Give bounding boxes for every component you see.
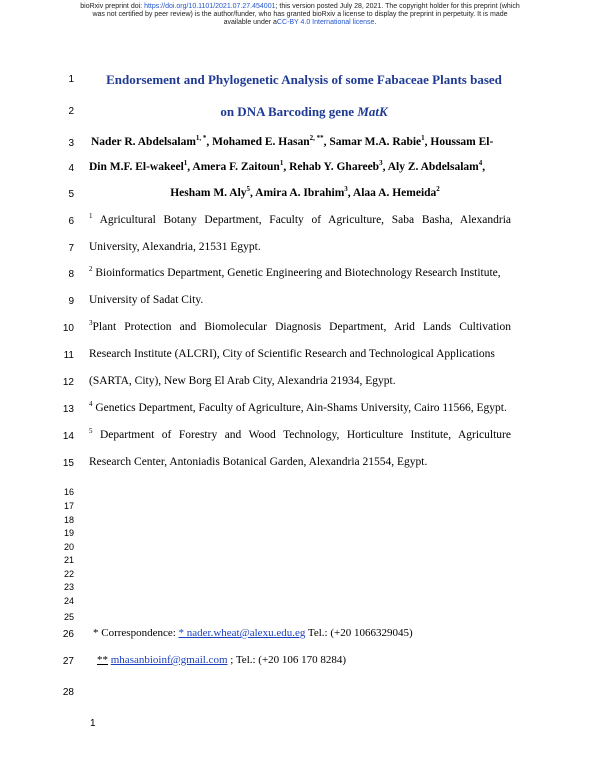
- line-number: 20: [63, 542, 74, 552]
- title-line-2: [0, 104, 600, 120]
- gene-name: MatK: [357, 104, 388, 119]
- affiliation-2-line-2: University of Sadat City.: [89, 294, 204, 306]
- line-number: 25: [63, 612, 74, 622]
- line-number: 22: [63, 569, 74, 579]
- correspondence-label: * Correspondence:: [93, 627, 179, 639]
- line-number: 8: [68, 269, 74, 280]
- license-link[interactable]: CC-BY 4.0 International license: [276, 19, 375, 26]
- page-number: 1: [90, 718, 96, 729]
- line-number: 4: [68, 163, 74, 174]
- aff-sup: 1: [89, 212, 93, 221]
- author: , Houssam El-: [424, 136, 494, 148]
- author-sup: 1: [183, 159, 188, 168]
- line-number: 3: [68, 138, 74, 149]
- email-link-2[interactable]: mhasanbioinf@gmail.com: [110, 654, 228, 666]
- aff-text: Department of Forestry and Wood Technology, Horticulture Institute, Agriculture: [92, 429, 511, 441]
- aff-sup: 2: [89, 265, 93, 274]
- author: , Amira A. Ibrahim: [250, 187, 345, 199]
- line-number: 5: [68, 189, 74, 200]
- line-number: 2: [68, 106, 74, 117]
- line-number: 6: [68, 216, 74, 227]
- line-number: 12: [62, 377, 74, 388]
- correspondence-line-2: [93, 654, 346, 666]
- author-sup: 3: [379, 159, 383, 168]
- aff-text: Agricultural Botany Department, Faculty of Agriculture, Saba Basha, Alexandria: [92, 214, 511, 226]
- aff-text: Bioinformatics Department, Genetic Engineering and Biotechnology Research Institute,: [92, 267, 501, 279]
- line-number: 21: [63, 555, 74, 565]
- affiliation-4-line-1: [89, 402, 507, 414]
- line-number: 23: [63, 582, 74, 592]
- telephone-2: ; Tel.: (+20 106 170 8284): [227, 654, 347, 666]
- authors-line-1: [91, 136, 493, 148]
- affiliation-3-line-1: [89, 321, 511, 333]
- author-sup: 2: [436, 185, 440, 194]
- author: , Amera F. Zaitoun: [187, 161, 280, 173]
- line-number: 18: [63, 515, 74, 525]
- aff-text: Genetics Department, Faculty of Agriculture, Ain-Shams University, Cairo 11566, Egypt.: [92, 402, 507, 414]
- line-number: 28: [62, 687, 74, 698]
- banner-text: .: [374, 19, 377, 26]
- author: , Samar M.A. Rabie: [323, 136, 422, 148]
- author: , Aly Z. Abdelsalam: [382, 161, 479, 173]
- marker-2: **: [97, 654, 108, 666]
- authors-line-3: [0, 187, 600, 199]
- affiliation-3-line-2: Research Institute (ALCRI), City of Scientific Research and Technological Applications: [89, 348, 495, 360]
- line-number: 9: [68, 296, 74, 307]
- aff-sup: 5: [89, 427, 93, 436]
- line-number: 7: [68, 243, 74, 254]
- affiliation-5-line-1: [89, 429, 511, 441]
- correspondence-line-1: [93, 627, 413, 639]
- author-sup: 1, *: [195, 134, 207, 143]
- authors-line-2: [89, 161, 485, 173]
- author: , Mohamed E. Hasan: [206, 136, 310, 148]
- affiliation-1-line-1: [89, 214, 511, 226]
- author: Din M.F. El-wakeel: [89, 161, 184, 173]
- author: Hesham M. Aly: [170, 187, 247, 199]
- aff-sup: 3: [89, 319, 93, 328]
- line-number: 11: [63, 350, 74, 361]
- line-number: 17: [63, 501, 74, 511]
- title-line-1: Endorsement and Phylogenetic Analysis of some Fabaceae Plants based: [106, 72, 502, 87]
- line-number: 14: [62, 431, 74, 442]
- line-number: 15: [62, 458, 74, 469]
- author: , Alaa A. Hemeida: [347, 187, 437, 199]
- author-sup: 1: [279, 159, 284, 168]
- author-sup: 3: [344, 185, 348, 194]
- banner-line-2: was not certified by peer review) is the author/funder, who has granted bioRxiv a license to display the preprint in perpetuity. It is made: [92, 11, 508, 18]
- preprint-banner: [40, 3, 560, 27]
- line-number: 19: [63, 528, 74, 538]
- telephone-1: Tel.: (+20 1066329045): [305, 627, 413, 639]
- line-number: 16: [63, 487, 74, 497]
- line-number: 24: [63, 596, 74, 606]
- affiliation-2-line-1: [89, 267, 501, 279]
- affiliation-1-line-2: University, Alexandria, 21531 Egypt.: [89, 241, 261, 253]
- aff-text: Plant Protection and Biomolecular Diagnosis Department, Arid Lands Cultivation: [92, 321, 511, 333]
- banner-line-1: [40, 3, 560, 11]
- line-number: 26: [62, 629, 74, 640]
- doi-link[interactable]: https://doi.org/10.1101/2021.07.27.454001: [144, 3, 276, 10]
- affiliation-5-line-2: Research Center, Antoniadis Botanical Garden, Alexandria 21554, Egypt.: [89, 456, 428, 468]
- line-number: 27: [62, 656, 74, 667]
- line-number: 1: [68, 74, 74, 85]
- author-sup: 1: [421, 134, 425, 143]
- aff-sup: 4: [89, 400, 93, 409]
- affiliation-3-line-3: (SARTA, City), New Borg El Arab City, Alexandria 21934, Egypt.: [89, 375, 396, 387]
- banner-text: ; this version posted July 28, 2021. The copyright holder for this preprint (which: [275, 3, 520, 10]
- author: Nader R. Abdelsalam: [91, 136, 196, 148]
- email-link-1[interactable]: * nader.wheat@alexu.edu.eg: [178, 627, 306, 639]
- author: ,: [482, 161, 486, 173]
- title-text: on DNA Barcoding gene: [220, 104, 358, 119]
- author: , Rehab Y. Ghareeb: [283, 161, 380, 173]
- author-sup: 4: [478, 159, 483, 168]
- author-sup: 5: [246, 185, 251, 194]
- line-number: 10: [62, 323, 74, 334]
- banner-text: bioRxiv preprint doi:: [80, 3, 145, 10]
- banner-text: available under a: [223, 19, 277, 26]
- author-sup: 2, **: [309, 134, 324, 143]
- banner-line-3: [40, 19, 560, 27]
- line-number: 13: [62, 404, 74, 415]
